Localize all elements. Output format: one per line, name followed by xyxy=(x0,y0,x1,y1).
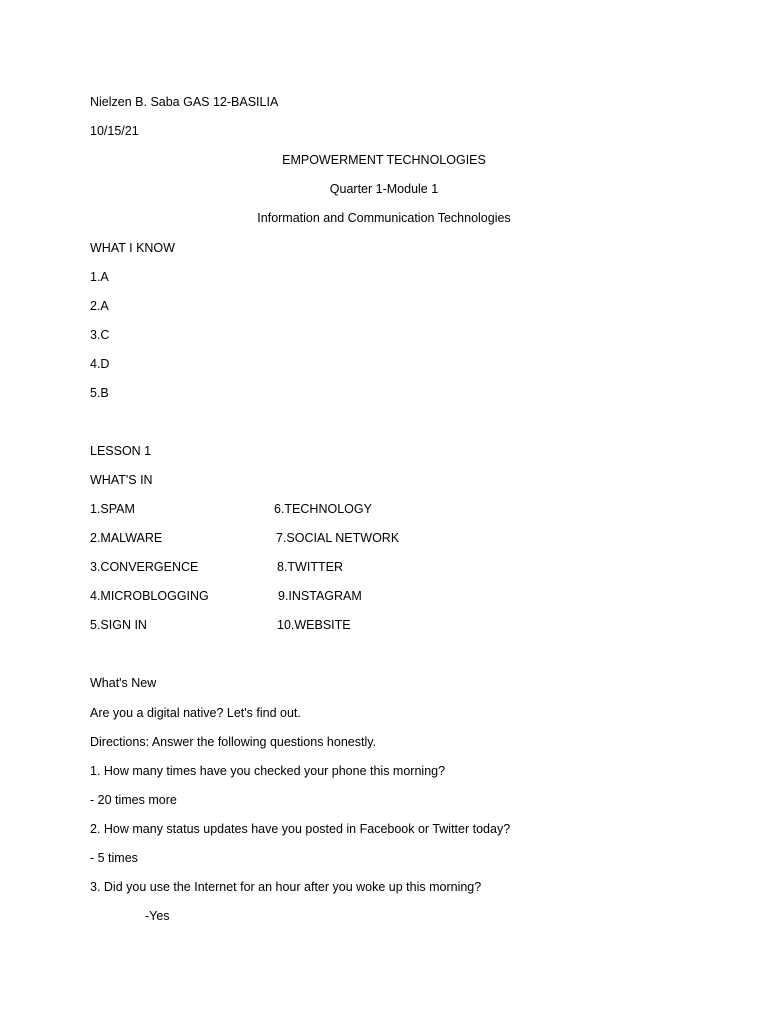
whats-in-item: 7.SOCIAL NETWORK xyxy=(276,531,400,545)
answer-text: - 20 times more xyxy=(90,793,177,807)
date-line: 10/15/21 xyxy=(90,124,139,138)
whats-in-item: 5.SIGN IN xyxy=(90,618,147,632)
whats-in-item: 8.TWITTER xyxy=(277,560,343,574)
whats-in-item: 2.MALWARE xyxy=(90,531,163,545)
topic-title: Information and Communication Technologies xyxy=(257,211,511,225)
whats-new-heading: What's New xyxy=(90,676,157,690)
answer-text: -Yes xyxy=(145,909,170,923)
whats-in-item: 3.CONVERGENCE xyxy=(90,560,199,574)
question-text: 1. How many times have you checked your phone this morning? xyxy=(90,764,446,778)
answer-item: 5.B xyxy=(90,386,109,400)
question-text: 3. Did you use the Internet for an hour after you woke up this morning? xyxy=(90,880,482,894)
lesson-heading: LESSON 1 xyxy=(90,444,152,458)
whats-new-intro: Are you a digital native? Let's find out. xyxy=(90,706,301,720)
whats-in-item: 9.INSTAGRAM xyxy=(278,589,362,603)
whats-in-item: 1.SPAM xyxy=(90,502,135,516)
answer-item: 1.A xyxy=(90,270,109,284)
whats-in-item: 6.TECHNOLOGY xyxy=(274,502,372,516)
answer-text: - 5 times xyxy=(90,851,138,865)
whats-in-item: 10.WEBSITE xyxy=(277,618,351,632)
student-name-line: Nielzen B. Saba GAS 12-BASILIA xyxy=(90,95,279,109)
module-title: Quarter 1-Module 1 xyxy=(329,182,439,196)
whats-in-heading: WHAT'S IN xyxy=(90,473,153,487)
what-i-know-heading: WHAT I KNOW xyxy=(90,241,175,255)
answer-item: 4.D xyxy=(90,357,110,371)
question-text: 2. How many status updates have you posted in Facebook or Twitter today? xyxy=(90,822,511,836)
answer-item: 2.A xyxy=(90,299,109,313)
directions-text: Directions: Answer the following questions honestly. xyxy=(90,735,377,749)
whats-in-item: 4.MICROBLOGGING xyxy=(90,589,209,603)
subject-title: EMPOWERMENT TECHNOLOGIES xyxy=(282,153,486,167)
answer-item: 3.C xyxy=(90,328,110,342)
